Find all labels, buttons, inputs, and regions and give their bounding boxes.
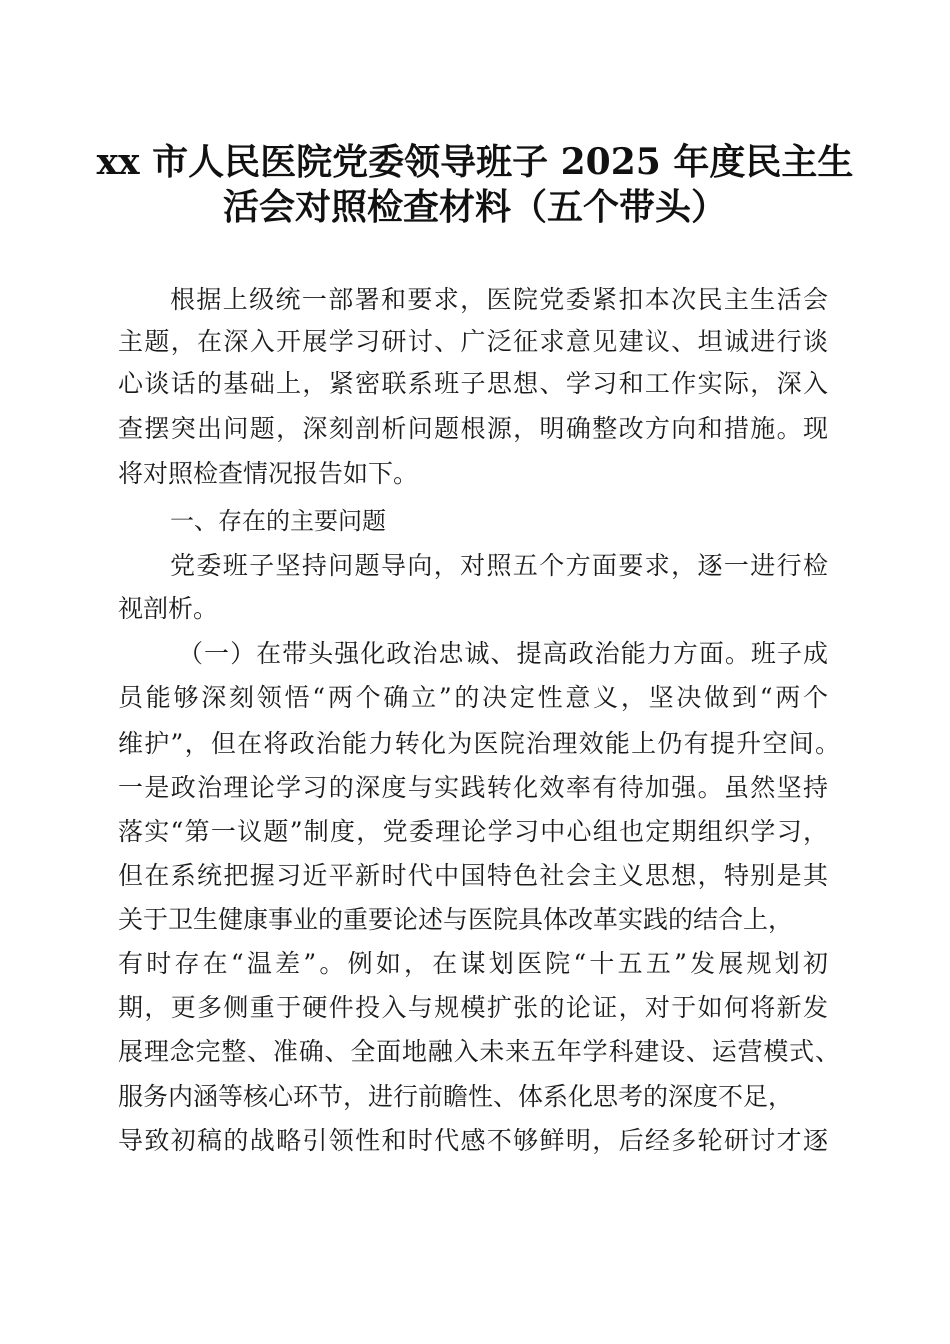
intro-line-1: 根据上级统一部署和要求，医院党委紧扣本次民主生活会 [170, 285, 828, 314]
section-heading: 一、存在的主要问题 [170, 507, 386, 535]
intro-line-3: 心谈话的基础上，紧密联系班子思想、学习和工作实际，深入 [118, 369, 828, 398]
intro-line-4: 查摆突出问题，深刻剖析问题根源，明确整改方向和措施。现 [118, 414, 828, 443]
sub1-line-3: 维护”，但在将政治能力转化为医院治理效能上仍有提升空间。 [118, 729, 840, 758]
section-intro-line-2: 视剖析。 [118, 594, 219, 623]
document-title-line-2: 活会对照检查材料（五个带头） [222, 186, 727, 228]
sub1-line-12: 导致初稿的战略引领性和时代感不够鲜明，后经多轮研讨才逐 [118, 1126, 828, 1155]
sub1-line-9: 期，更多侧重于硬件投入与规模扩张的论证，对于如何将新发 [118, 993, 828, 1022]
intro-line-5: 将对照检查情况报告如下。 [118, 459, 419, 488]
intro-line-2: 主题，在深入开展学习研讨、广泛征求意见建议、坦诚进行谈 [118, 327, 828, 356]
document-title-line-1: xx 市人民医院党委领导班子 2025 年度民主生 [96, 141, 854, 183]
sub1-line-8: 有时存在“温差”。例如，在谋划医院“十五五”发展规划初 [118, 949, 828, 978]
sub1-line-5: 落实“第一议题”制度，党委理论学习中心组也定期组织学习， [118, 817, 828, 846]
sub1-line-4: 一是政治理论学习的深度与实践转化效率有待加强。虽然坚持 [118, 773, 828, 802]
sub1-line-1: （一）在带头强化政治忠诚、提高政治能力方面。班子成 [178, 639, 828, 668]
sub1-line-6: 但在系统把握习近平新时代中国特色社会主义思想，特别是其 [118, 861, 828, 890]
sub1-line-2: 员能够深刻领悟“两个确立”的决定性意义，坚决做到“两个 [118, 683, 828, 712]
section-intro-line-1: 党委班子坚持问题导向，对照五个方面要求，逐一进行检 [170, 551, 828, 580]
sub1-line-7: 关于卫生健康事业的重要论述与医院具体改革实践的结合上， [118, 905, 794, 934]
sub1-line-11: 服务内涵等核心环节，进行前瞻性、体系化思考的深度不足， [118, 1082, 794, 1111]
sub1-line-10: 展理念完整、准确、全面地融入未来五年学科建设、运营模式、 [118, 1037, 840, 1066]
